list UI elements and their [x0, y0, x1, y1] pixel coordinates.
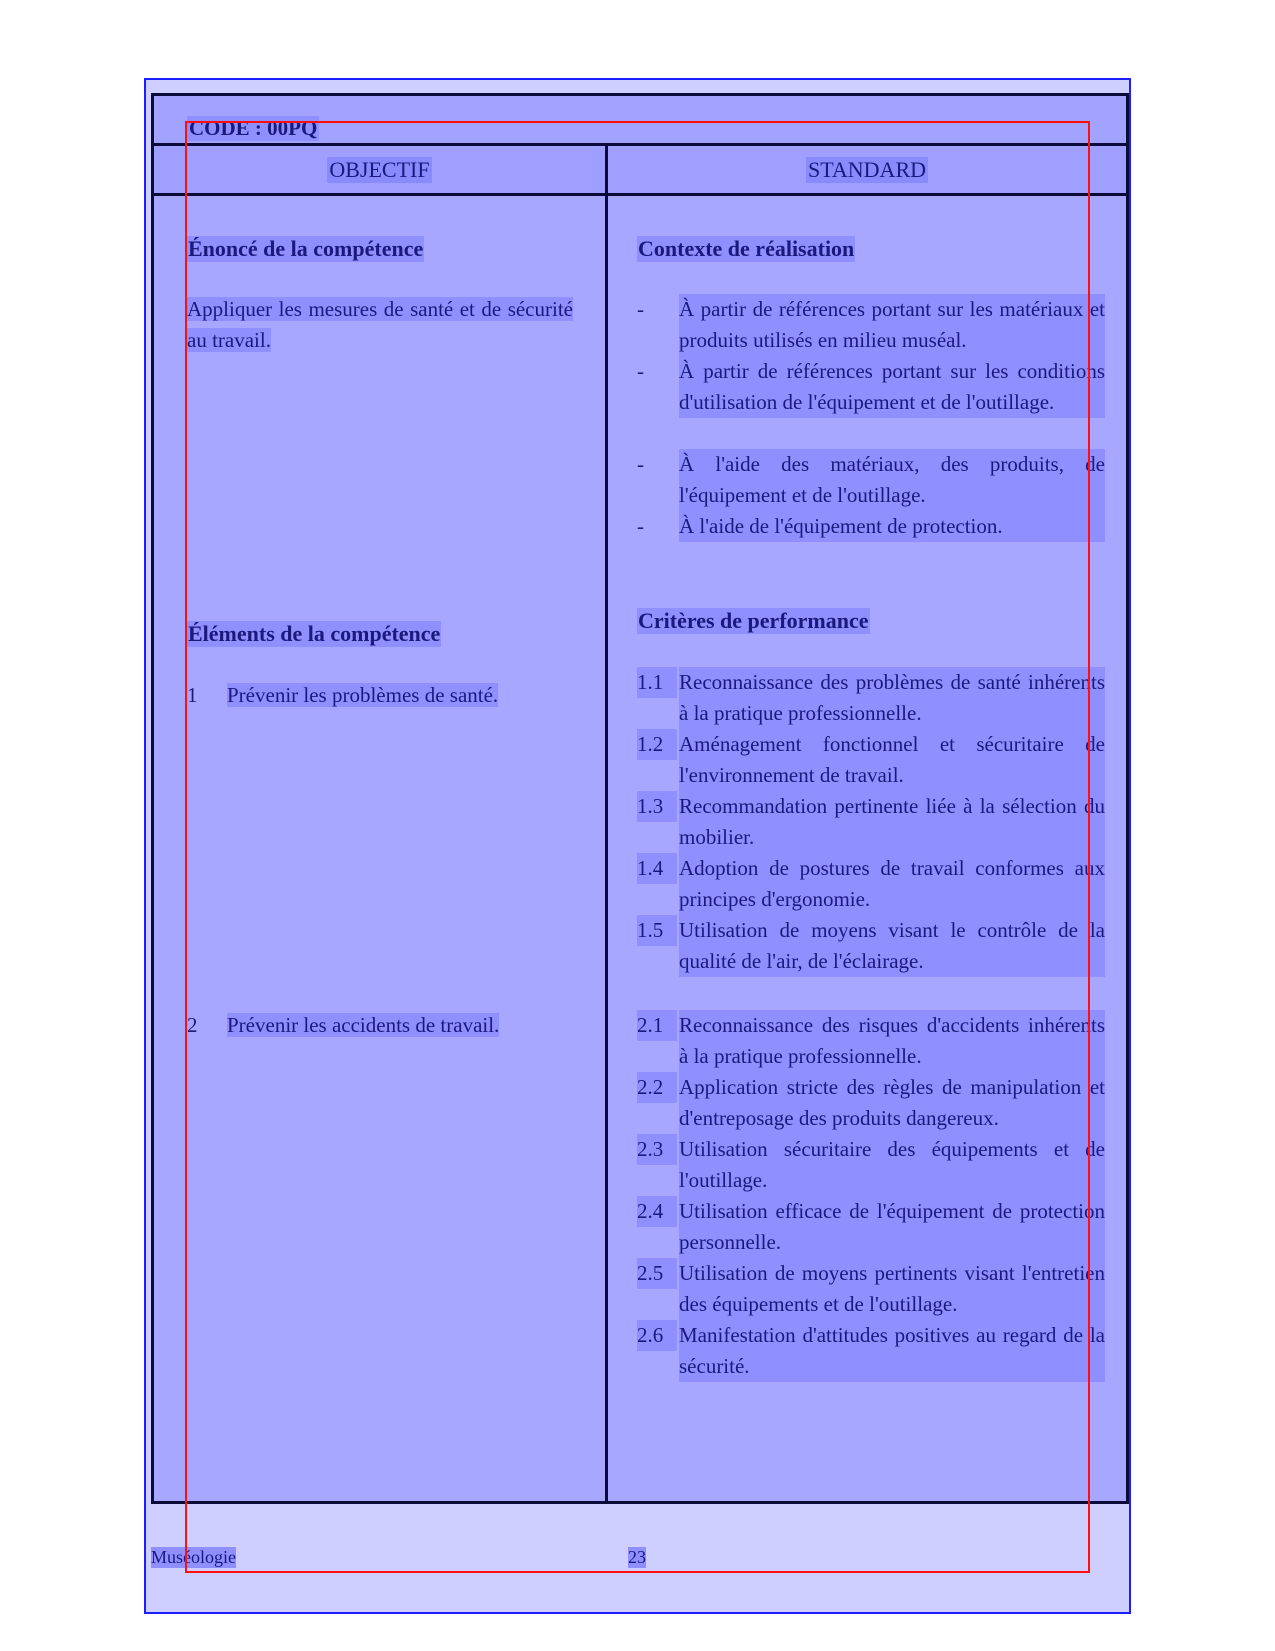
contexte-bullet: - — [637, 514, 644, 538]
contexte-item — [637, 449, 1105, 511]
enonce-text-content: Appliquer les mesures de santé et de sécurité au travail. — [187, 297, 573, 352]
critere-number: 1.1 — [637, 667, 677, 698]
contexte-bullet: - — [637, 452, 644, 476]
critere-item — [637, 915, 1105, 977]
enonce-text — [187, 294, 573, 356]
critere-number: 2.2 — [637, 1072, 677, 1103]
critere-item — [637, 667, 1105, 729]
critere-item — [637, 1072, 1105, 1134]
code-row — [154, 96, 1126, 146]
contexte-text: À l'aide de l'équipement de protection. — [679, 511, 1105, 542]
critere-text: Aménagement fonctionnel et sécuritaire de l'environnement de travail. — [679, 729, 1105, 791]
elements-title: Éléments de la compétence — [188, 621, 441, 646]
critere-item — [637, 1320, 1105, 1382]
critere-text: Reconnaissance des problèmes de santé inhérents à la pratique professionnelle. — [679, 667, 1105, 729]
column-divider — [605, 146, 608, 1501]
contexte-text: À partir de références portant sur les matériaux et produits utilisés en milieu muséal. — [679, 294, 1105, 356]
standard-label: STANDARD — [807, 156, 927, 182]
critere-item — [637, 1258, 1105, 1320]
footer-page-number: 23 — [628, 1547, 646, 1567]
critere-text: Utilisation sécuritaire des équipements et de l'outillage. — [679, 1134, 1105, 1196]
critere-text: Adoption de postures de travail conformes aux principes d'ergonomie. — [679, 853, 1105, 915]
column-header-row — [154, 146, 1126, 196]
element-text: Prévenir les problèmes de santé. — [227, 683, 499, 707]
critere-number: 1.3 — [637, 791, 677, 822]
critere-text: Reconnaissance des risques d'accidents inhérents à la pratique professionnelle. — [679, 1010, 1105, 1072]
critere-item — [637, 729, 1105, 791]
standard-header — [608, 146, 1126, 193]
element-item — [187, 680, 498, 711]
element-text: Prévenir les accidents de travail. — [227, 1013, 500, 1037]
contexte-item — [637, 511, 1105, 542]
critere-text: Manifestation d'attitudes positives au regard de la sécurité. — [679, 1320, 1105, 1382]
critere-number: 2.3 — [637, 1134, 677, 1165]
contexte-item — [637, 356, 1105, 418]
critere-text: Recommandation pertinente liée à la sélection du mobilier. — [679, 791, 1105, 853]
critere-number: 1.2 — [637, 729, 677, 760]
critere-number: 2.1 — [637, 1010, 677, 1041]
contexte-title: Contexte de réalisation — [638, 236, 855, 261]
objectif-label: OBJECTIF — [329, 156, 430, 182]
critere-item — [637, 791, 1105, 853]
contexte-text: À l'aide des matériaux, des produits, de l'équipement et de l'outillage. — [679, 449, 1105, 511]
critere-text: Utilisation de moyens pertinents visant l'entretien des équipements et de l'outillage. — [679, 1258, 1105, 1320]
enonce-title: Énoncé de la compétence — [188, 236, 424, 261]
critere-text: Utilisation efficace de l'équipement de protection personnelle. — [679, 1196, 1105, 1258]
criteres-title: Critères de performance — [638, 608, 869, 633]
contexte-bullet: - — [637, 359, 644, 383]
element-item — [187, 1010, 499, 1041]
objectif-header — [154, 146, 605, 193]
critere-item — [637, 1134, 1105, 1196]
critere-item — [637, 853, 1105, 915]
critere-text: Utilisation de moyens visant le contrôle de la qualité de l'air, de l'éclairage. — [679, 915, 1105, 977]
competency-code: CODE : 00PQ — [189, 116, 318, 140]
critere-number: 2.6 — [637, 1320, 677, 1351]
critere-item — [637, 1010, 1105, 1072]
critere-number: 1.4 — [637, 853, 677, 884]
critere-number: 2.5 — [637, 1258, 677, 1289]
element-number: 2 — [187, 1013, 198, 1037]
footer-program-name: Muséologie — [151, 1547, 236, 1567]
critere-number: 2.4 — [637, 1196, 677, 1227]
contexte-bullet: - — [637, 297, 644, 321]
element-number: 1 — [187, 683, 198, 707]
critere-number: 1.5 — [637, 915, 677, 946]
competency-table — [151, 93, 1129, 1504]
critere-item — [637, 1196, 1105, 1258]
contexte-item — [637, 294, 1105, 356]
contexte-text: À partir de références portant sur les conditions d'utilisation de l'équipement et de l'outillage. — [679, 356, 1105, 418]
critere-text: Application stricte des règles de manipulation et d'entreposage des produits dangereux. — [679, 1072, 1105, 1134]
